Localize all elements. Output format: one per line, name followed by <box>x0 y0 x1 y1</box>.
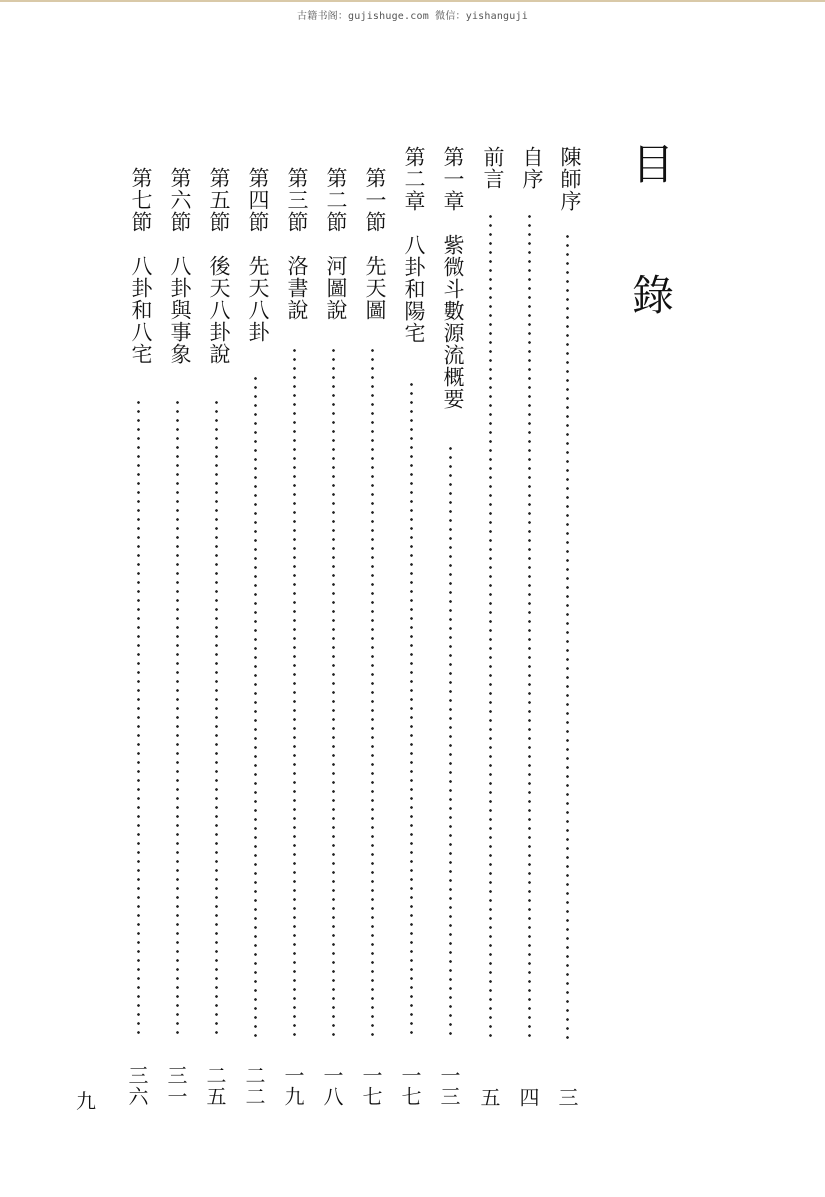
dot-leader <box>293 346 296 1040</box>
watermark-text: 古籍书阁：gujishuge.com 微信：yishanguji <box>297 11 528 22</box>
dot-leader <box>410 380 413 1040</box>
toc-page-number: 一七 <box>398 1065 422 1107</box>
toc-page-number: 三一 <box>164 1065 188 1107</box>
toc-entry-title: 第一節 先天圖 <box>363 167 387 321</box>
dot-leader <box>137 398 140 1040</box>
dot-leader <box>254 374 257 1040</box>
toc-entry-title: 第二章 八卦和陽宅 <box>402 146 426 344</box>
toc-page-number: 三 <box>555 1087 579 1108</box>
toc-page-number: 五 <box>477 1087 501 1108</box>
toc-page-number: 一九 <box>281 1065 305 1107</box>
dot-leader <box>332 346 335 1040</box>
toc-entry-title: 第七節 八卦和八宅 <box>129 167 153 365</box>
toc-page-number: 二二 <box>242 1065 266 1107</box>
dot-leader <box>528 212 531 1040</box>
dot-leader <box>566 232 569 1040</box>
toc-page-number: 二五 <box>203 1065 227 1107</box>
toc-page-number: 一三 <box>437 1065 461 1107</box>
toc-entry-title: 第六節 八卦與事象 <box>168 167 192 365</box>
dot-leader <box>215 398 218 1040</box>
toc-entry-title: 前言 <box>481 146 505 190</box>
dot-leader <box>371 346 374 1040</box>
toc-entry-title: 陳師序 <box>558 146 582 212</box>
toc-entry-title: 自序 <box>520 146 544 190</box>
toc-entry-title: 第二節 河圖說 <box>324 167 348 321</box>
dot-leader <box>176 398 179 1040</box>
top-border <box>0 0 825 2</box>
dot-leader <box>489 212 492 1040</box>
dot-leader <box>449 444 452 1040</box>
toc-entry-title: 第三節 洛書說 <box>285 167 309 321</box>
toc-entry-title: 第五節 後天八卦說 <box>207 167 231 365</box>
toc-page-number: 一七 <box>359 1065 383 1107</box>
toc-page-number: 一八 <box>320 1065 344 1107</box>
folio-page-number: 九 <box>76 1089 96 1113</box>
toc-page-number: 三六 <box>125 1065 149 1107</box>
toc-page-number: 四 <box>516 1087 540 1108</box>
page-title: 目 錄 <box>626 142 675 335</box>
toc-entry-title: 第四節 先天八卦 <box>246 167 270 343</box>
toc-entry-title: 第一章 紫微斗數源流概要 <box>441 146 465 410</box>
